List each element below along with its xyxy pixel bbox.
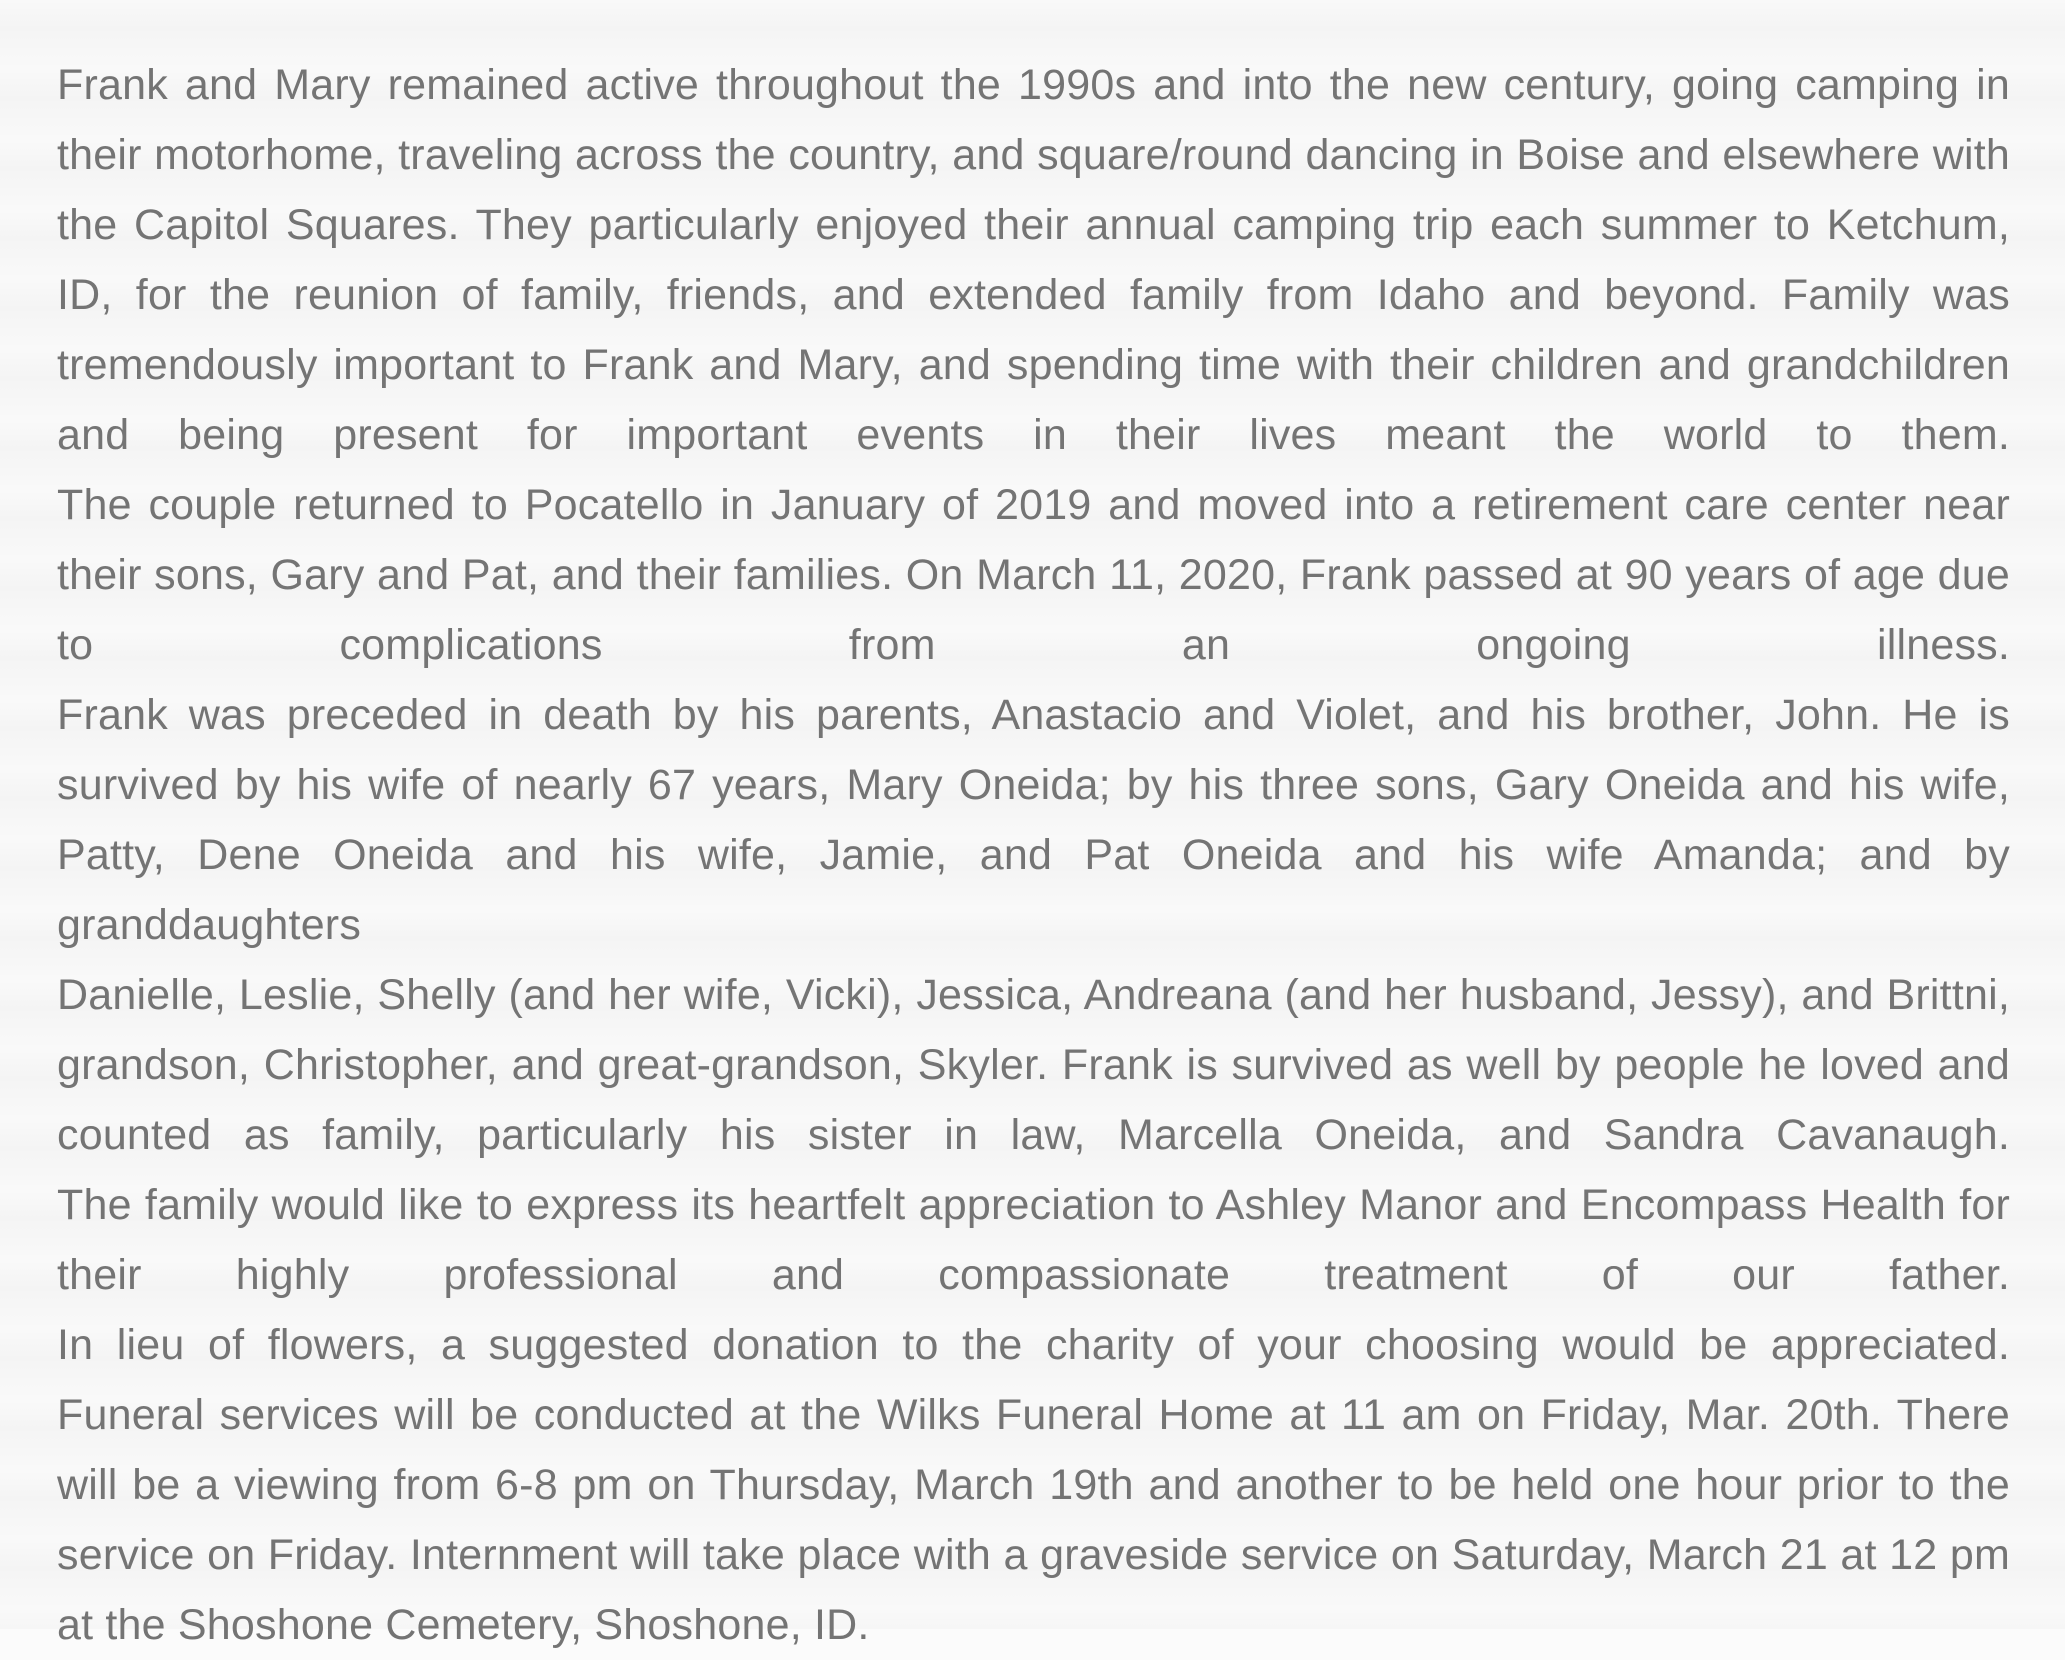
text-line: will be a viewing from 6-8 pm on Thursday, March 19th and another to be held one hour prior to the (57, 1461, 2010, 1509)
text-line: Frank was preceded in death by his parents, Anastacio and Violet, and his brother, John. He is (57, 691, 2010, 739)
text-line: the Capitol Squares. They particularly enjoyed their annual camping trip each summer to Ketchum, (57, 201, 2010, 249)
text-line: The family would like to express its heartfelt appreciation to Ashley Manor and Encompass Health for (57, 1181, 2010, 1229)
text-line: their sons, Gary and Pat, and their families. On March 11, 2020, Frank passed at 90 years of age due (57, 551, 2010, 599)
text-line: at the Shoshone Cemetery, Shoshone, ID. (57, 1601, 870, 1649)
text-line: their highly professional and compassionate treatment of our father. (57, 1251, 2010, 1299)
text-line: survived by his wife of nearly 67 years, Mary Oneida; by his three sons, Gary Oneida and his wife, (57, 761, 2010, 809)
obituary-text-block (57, 50, 2010, 1660)
text-line: their motorhome, traveling across the country, and square/round dancing in Boise and elsewhere with (57, 131, 2010, 179)
text-line: Frank and Mary remained active throughout the 1990s and into the new century, going camping in (57, 61, 2010, 109)
text-line: grandson, Christopher, and great-grandson, Skyler. Frank is survived as well by people he loved and (57, 1041, 2010, 1089)
text-line: to complications from an ongoing illness. (57, 621, 2010, 669)
text-line: and being present for important events in their lives meant the world to them. (57, 411, 2010, 459)
text-line: tremendously important to Frank and Mary, and spending time with their children and grandchildren (57, 341, 2010, 389)
text-line: Danielle, Leslie, Shelly (and her wife, Vicki), Jessica, Andreana (and her husband, Jessy), and Brittni, (57, 971, 2010, 1019)
text-line: In lieu of flowers, a suggested donation to the charity of your choosing would be appreciated. (57, 1321, 2010, 1369)
text-line: service on Friday. Internment will take place with a graveside service on Saturday, March 21 at 12 pm (57, 1531, 2010, 1579)
text-line: Funeral services will be conducted at the Wilks Funeral Home at 11 am on Friday, Mar. 20th. There (57, 1391, 2010, 1439)
text-line: Patty, Dene Oneida and his wife, Jamie, and Pat Oneida and his wife Amanda; and by granddaughters (57, 831, 2010, 949)
text-line: ID, for the reunion of family, friends, and extended family from Idaho and beyond. Family was (57, 271, 2010, 319)
text-line: counted as family, particularly his sister in law, Marcella Oneida, and Sandra Cavanaugh. (57, 1111, 2010, 1159)
text-line: The couple returned to Pocatello in January of 2019 and moved into a retirement care center near (57, 481, 2010, 529)
